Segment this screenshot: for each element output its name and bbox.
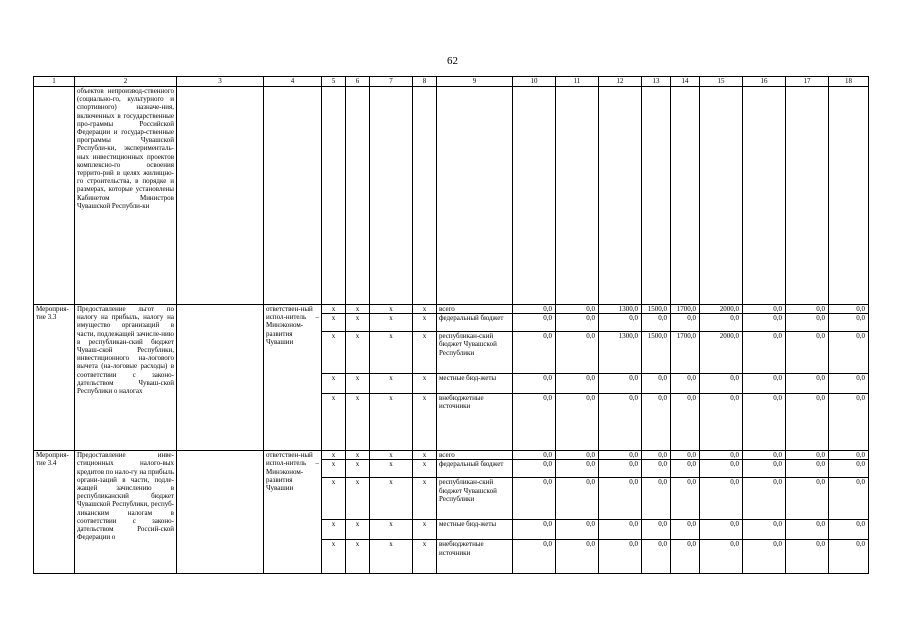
value-cell: 0,0 — [700, 394, 743, 451]
x-mark: x — [370, 478, 413, 520]
column-number: 5 — [322, 77, 346, 87]
column-number: 18 — [829, 77, 869, 87]
value-cell: 0,0 — [513, 305, 556, 314]
column-number: 6 — [346, 77, 370, 87]
value-cell: 0,0 — [513, 394, 556, 451]
value-cell: 0,0 — [829, 332, 869, 374]
x-mark: x — [413, 332, 437, 374]
value-cell: 0,0 — [671, 394, 700, 451]
x-mark: x — [413, 520, 437, 540]
value-cell: 0,0 — [700, 520, 743, 540]
value-cell: 0,0 — [642, 478, 671, 520]
value-cell: 0,0 — [786, 451, 829, 460]
value-cell: 0,0 — [786, 520, 829, 540]
value-cell: 0,0 — [556, 520, 599, 540]
x-mark: x — [322, 332, 346, 374]
value-cell: 0,0 — [599, 394, 642, 451]
x-mark: x — [322, 374, 346, 394]
empty-cell — [177, 451, 264, 574]
value-cell: 0,0 — [599, 374, 642, 394]
funding-source: местные бюд-жеты — [437, 520, 513, 540]
value-cell: 0,0 — [829, 305, 869, 314]
value-cell: 1700,0 — [671, 305, 700, 314]
value-cell: 0,0 — [786, 332, 829, 374]
column-number: 9 — [437, 77, 513, 87]
funding-source: всего — [437, 305, 513, 314]
x-mark: x — [370, 314, 413, 332]
value-cell: 0,0 — [556, 460, 599, 478]
x-mark: x — [322, 394, 346, 451]
value-cell: 0,0 — [599, 451, 642, 460]
x-mark: x — [413, 451, 437, 460]
value-cell: 0,0 — [556, 332, 599, 374]
value-cell: 0,0 — [556, 394, 599, 451]
x-mark: x — [370, 540, 413, 574]
value-cell: 0,0 — [513, 460, 556, 478]
value-cell: 2000,0 — [700, 332, 743, 374]
value-cell: 0,0 — [700, 478, 743, 520]
funding-source: всего — [437, 451, 513, 460]
value-cell: 1500,0 — [642, 332, 671, 374]
value-cell: 0,0 — [829, 394, 869, 451]
funding-source: республикан-ский бюджет Чувашской Республики — [437, 478, 513, 520]
x-mark: x — [413, 460, 437, 478]
x-mark: x — [346, 478, 370, 520]
value-cell: 0,0 — [599, 314, 642, 332]
value-cell: 0,0 — [700, 314, 743, 332]
value-cell: 0,0 — [513, 520, 556, 540]
value-cell: 0,0 — [513, 540, 556, 574]
x-mark: x — [413, 394, 437, 451]
column-number: 13 — [642, 77, 671, 87]
x-mark: x — [370, 460, 413, 478]
value-cell: 0,0 — [700, 460, 743, 478]
value-cell: 0,0 — [743, 520, 786, 540]
value-cell: 0,0 — [743, 394, 786, 451]
column-number: 12 — [599, 77, 642, 87]
column-number: 14 — [671, 77, 700, 87]
value-cell: 0,0 — [642, 374, 671, 394]
continuation-row — [34, 87, 869, 305]
value-cell: 0,0 — [829, 460, 869, 478]
value-cell: 0,0 — [556, 314, 599, 332]
x-mark: x — [370, 451, 413, 460]
activity-name: Мероприя-тие 3.4 — [34, 451, 75, 574]
column-number: 10 — [513, 77, 556, 87]
x-mark: x — [322, 460, 346, 478]
value-cell: 0,0 — [786, 540, 829, 574]
x-mark: x — [346, 460, 370, 478]
value-cell: 0,0 — [786, 374, 829, 394]
value-cell: 0,0 — [829, 520, 869, 540]
x-mark: x — [346, 305, 370, 314]
value-cell: 0,0 — [599, 520, 642, 540]
x-mark: x — [413, 540, 437, 574]
value-cell: 0,0 — [556, 305, 599, 314]
value-cell: 0,0 — [599, 478, 642, 520]
value-cell: 0,0 — [642, 520, 671, 540]
value-cell: 0,0 — [786, 478, 829, 520]
value-cell: 0,0 — [513, 451, 556, 460]
funding-source: республикан-ский бюджет Чувашской Республики — [437, 332, 513, 374]
value-cell: 0,0 — [556, 374, 599, 394]
x-mark: x — [322, 540, 346, 574]
x-mark: x — [322, 478, 346, 520]
x-mark: x — [346, 374, 370, 394]
x-mark: x — [346, 314, 370, 332]
value-cell: 0,0 — [513, 314, 556, 332]
x-mark: x — [322, 451, 346, 460]
value-cell: 0,0 — [671, 460, 700, 478]
value-cell: 0,0 — [743, 451, 786, 460]
value-cell: 0,0 — [513, 478, 556, 520]
value-cell: 0,0 — [671, 451, 700, 460]
x-mark: x — [370, 332, 413, 374]
value-cell: 0,0 — [599, 460, 642, 478]
value-cell: 0,0 — [743, 540, 786, 574]
funding-source: внебюджетные источники — [437, 540, 513, 574]
funding-source: внебюджетные источники — [437, 394, 513, 451]
column-number-row — [34, 77, 869, 87]
activity-description: Предоставление инве-стиционных налого-вых кредитов по нало-гу на прибыль органи-заций в части, подле-жащей зачислению в республиканский бюджет Чувашской Республики, респуб-ликанским налогам в соответствии с законо-дательством Россий-ской Федерации о — [75, 451, 177, 574]
x-mark: x — [346, 394, 370, 451]
x-mark: x — [413, 374, 437, 394]
activity-executor: ответствен-ный испол-нитель – Минэконом-развития Чувашии — [264, 305, 322, 451]
x-mark: x — [346, 451, 370, 460]
x-mark: x — [413, 478, 437, 520]
value-cell: 0,0 — [743, 374, 786, 394]
column-number: 15 — [700, 77, 743, 87]
table-row — [34, 451, 869, 460]
x-mark: x — [413, 305, 437, 314]
value-cell: 0,0 — [671, 478, 700, 520]
value-cell: 0,0 — [786, 394, 829, 451]
x-mark: x — [322, 314, 346, 332]
value-cell: 0,0 — [642, 394, 671, 451]
value-cell: 1500,0 — [642, 305, 671, 314]
value-cell: 0,0 — [642, 314, 671, 332]
funding-source: федеральный бюджет — [437, 314, 513, 332]
value-cell: 0,0 — [829, 314, 869, 332]
column-number: 3 — [177, 77, 264, 87]
x-mark: x — [370, 394, 413, 451]
x-mark: x — [346, 520, 370, 540]
x-mark: x — [370, 374, 413, 394]
value-cell: 0,0 — [829, 451, 869, 460]
value-cell: 0,0 — [700, 540, 743, 574]
value-cell: 0,0 — [786, 314, 829, 332]
column-number: 1 — [34, 77, 75, 87]
value-cell: 0,0 — [556, 451, 599, 460]
x-mark: x — [322, 305, 346, 314]
value-cell: 0,0 — [642, 460, 671, 478]
x-mark: x — [370, 520, 413, 540]
value-cell: 1300,0 — [599, 305, 642, 314]
value-cell: 0,0 — [743, 314, 786, 332]
x-mark: x — [346, 332, 370, 374]
column-number: 17 — [786, 77, 829, 87]
x-mark: x — [346, 540, 370, 574]
value-cell: 0,0 — [743, 478, 786, 520]
value-cell: 0,0 — [556, 540, 599, 574]
value-cell: 0,0 — [786, 305, 829, 314]
value-cell: 0,0 — [829, 374, 869, 394]
value-cell: 0,0 — [556, 478, 599, 520]
activity-executor: ответствен-ный испол-нитель – Минэконом-развития Чувашии — [264, 451, 322, 574]
value-cell: 0,0 — [671, 540, 700, 574]
value-cell: 0,0 — [786, 460, 829, 478]
x-mark: x — [370, 305, 413, 314]
column-number: 2 — [75, 77, 177, 87]
value-cell: 0,0 — [642, 451, 671, 460]
column-number: 16 — [743, 77, 786, 87]
value-cell: 2000,0 — [700, 305, 743, 314]
funding-source: федеральный бюджет — [437, 460, 513, 478]
activity-name: Мероприя-тие 3.3 — [34, 305, 75, 451]
column-number: 4 — [264, 77, 322, 87]
column-number: 7 — [370, 77, 413, 87]
column-number: 11 — [556, 77, 599, 87]
funding-source: местные бюд-жеты — [437, 374, 513, 394]
value-cell: 0,0 — [743, 332, 786, 374]
value-cell: 0,0 — [671, 520, 700, 540]
value-cell: 0,0 — [671, 374, 700, 394]
column-number: 8 — [413, 77, 437, 87]
empty-cell — [177, 305, 264, 451]
continuation-description: объектов непроизвод-ственного (социально-го, культурного и спортивного) назначе-ния, включенных в государственные про-граммы Российской Федерации и государ-ственные программы Чувашской Республи-ки, эксперименталь-ных инвестиционных проектов комплексно-го освоения террито-рий в целях жилищно-го строительства, в порядке и размерах, которые установлены Кабинетом Министров Чувашской Республи-ки — [75, 87, 177, 305]
value-cell: 0,0 — [743, 460, 786, 478]
value-cell: 0,0 — [513, 332, 556, 374]
x-mark: x — [413, 314, 437, 332]
table-row — [34, 305, 869, 314]
page-number: 62 — [447, 55, 458, 67]
value-cell: 1700,0 — [671, 332, 700, 374]
program-table — [33, 76, 869, 574]
value-cell: 1300,0 — [599, 332, 642, 374]
value-cell: 0,0 — [599, 540, 642, 574]
value-cell: 0,0 — [700, 374, 743, 394]
value-cell: 0,0 — [513, 374, 556, 394]
value-cell: 0,0 — [671, 314, 700, 332]
value-cell: 0,0 — [700, 451, 743, 460]
value-cell: 0,0 — [829, 540, 869, 574]
value-cell: 0,0 — [642, 540, 671, 574]
activity-description: Предоставление льгот по налогу на прибыль, налогу на имущество организаций в части, подлежащей зачисле-нию в республикан-ский бюджет Чуваш-ской Республики, инвестиционного на-логового вычета (на-логовые расходы) в соответствии с законо-дательством Чуваш-ской Республики о налогах — [75, 305, 177, 451]
value-cell: 0,0 — [743, 305, 786, 314]
value-cell: 0,0 — [829, 478, 869, 520]
x-mark: x — [322, 520, 346, 540]
